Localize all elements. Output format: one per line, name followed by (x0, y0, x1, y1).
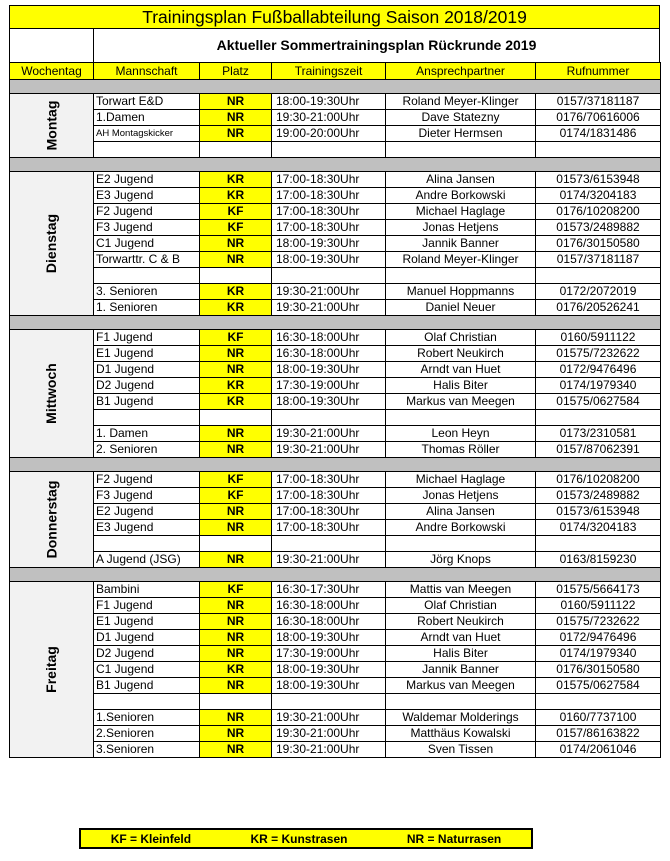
phone-cell: 0174/3204183 (536, 188, 661, 204)
table-row (10, 614, 661, 630)
header-team: Mannschaft (94, 63, 200, 80)
contact-cell: Alina Jansen (386, 504, 536, 520)
time-cell (272, 268, 386, 284)
time-cell: 16:30-18:00Uhr (272, 598, 386, 614)
contact-cell: Waldemar Molderings (386, 710, 536, 726)
phone-cell: 01573/2489882 (536, 488, 661, 504)
day-separator (10, 568, 661, 582)
team-cell: 2.Senioren (94, 726, 200, 742)
time-cell: 19:30-21:00Uhr (272, 710, 386, 726)
team-cell: 1.Senioren (94, 710, 200, 726)
header-contact: Ansprechpartner (386, 63, 536, 80)
table-row (10, 204, 661, 220)
table-row (10, 598, 661, 614)
contact-cell: Michael Haglage (386, 204, 536, 220)
contact-cell: Markus van Meegen (386, 394, 536, 410)
phone-cell (536, 536, 661, 552)
place-cell: KR (200, 300, 272, 316)
phone-cell: 0176/30150580 (536, 236, 661, 252)
time-cell (272, 142, 386, 158)
contact-cell: Roland Meyer-Klinger (386, 252, 536, 268)
table-row (10, 362, 661, 378)
place-cell: KF (200, 582, 272, 598)
phone-cell: 01575/0627584 (536, 678, 661, 694)
place-cell: NR (200, 678, 272, 694)
weekday-label: Donnerstag (42, 480, 59, 558)
place-cell: NR (200, 442, 272, 458)
table-row (10, 252, 661, 268)
contact-cell: Jörg Knops (386, 552, 536, 568)
place-cell: KR (200, 172, 272, 188)
day-separator (10, 458, 661, 472)
contact-cell: Dieter Hermsen (386, 126, 536, 142)
contact-cell: Daniel Neuer (386, 300, 536, 316)
phone-cell: 0174/2061046 (536, 742, 661, 758)
subtitle-spacer (10, 29, 93, 62)
time-cell: 17:00-18:30Uhr (272, 488, 386, 504)
place-cell: NR (200, 236, 272, 252)
contact-cell: Robert Neukirch (386, 614, 536, 630)
time-cell: 19:30-21:00Uhr (272, 284, 386, 300)
place-cell (200, 694, 272, 710)
contact-cell: Mattis van Meegen (386, 582, 536, 598)
weekday-cell (10, 94, 94, 158)
time-cell: 17:30-19:00Uhr (272, 378, 386, 394)
place-cell: NR (200, 552, 272, 568)
team-cell (94, 536, 200, 552)
place-cell: NR (200, 110, 272, 126)
phone-cell: 0160/7737100 (536, 710, 661, 726)
legend (79, 828, 533, 849)
table-row (10, 678, 661, 694)
table-row (10, 552, 661, 568)
contact-cell: Sven Tissen (386, 742, 536, 758)
place-cell: KR (200, 284, 272, 300)
time-cell: 19:30-21:00Uhr (272, 442, 386, 458)
time-cell: 17:00-18:30Uhr (272, 172, 386, 188)
header-row (10, 63, 661, 80)
contact-cell: Jonas Hetjens (386, 488, 536, 504)
header-day: Wochentag (10, 63, 94, 80)
schedule-body (10, 80, 661, 758)
time-cell: 17:00-18:30Uhr (272, 520, 386, 536)
contact-cell: Jannik Banner (386, 662, 536, 678)
training-plan (9, 5, 660, 758)
phone-cell: 0163/8159230 (536, 552, 661, 568)
table-row (10, 188, 661, 204)
place-cell: KR (200, 378, 272, 394)
team-cell: D2 Jugend (94, 646, 200, 662)
time-cell: 19:30-21:00Uhr (272, 426, 386, 442)
table-row (10, 426, 661, 442)
contact-cell: Halis Biter (386, 646, 536, 662)
place-cell: NR (200, 742, 272, 758)
table-row (10, 236, 661, 252)
team-cell: D1 Jugend (94, 362, 200, 378)
contact-cell: Jannik Banner (386, 236, 536, 252)
header-time: Trainingszeit (272, 63, 386, 80)
weekday-cell (10, 172, 94, 316)
contact-cell: Thomas Röller (386, 442, 536, 458)
phone-cell: 01575/7232622 (536, 614, 661, 630)
time-cell: 18:00-19:30Uhr (272, 236, 386, 252)
table-row (10, 488, 661, 504)
table-row (10, 330, 661, 346)
table-row (10, 284, 661, 300)
team-cell: 1. Senioren (94, 300, 200, 316)
table-row (10, 142, 661, 158)
weekday-label: Freitag (43, 645, 59, 693)
time-cell: 18:00-19:30Uhr (272, 678, 386, 694)
contact-cell: Michael Haglage (386, 472, 536, 488)
time-cell: 17:30-19:00Uhr (272, 646, 386, 662)
team-cell: D2 Jugend (94, 378, 200, 394)
team-cell: 2. Senioren (94, 442, 200, 458)
separator-cell (10, 158, 661, 172)
separator-cell (10, 458, 661, 472)
time-cell: 19:30-21:00Uhr (272, 726, 386, 742)
contact-cell (386, 142, 536, 158)
table-row (10, 630, 661, 646)
contact-cell: Olaf Christian (386, 598, 536, 614)
team-cell: E2 Jugend (94, 504, 200, 520)
place-cell: NR (200, 346, 272, 362)
team-cell: 3. Senioren (94, 284, 200, 300)
page-title: Trainingsplan Fußballabteilung Saison 2018/2019 (9, 5, 660, 28)
contact-cell: Andre Borkowski (386, 188, 536, 204)
time-cell: 16:30-18:00Uhr (272, 330, 386, 346)
team-cell: B1 Jugend (94, 678, 200, 694)
contact-cell: Dave Statezny (386, 110, 536, 126)
place-cell: KR (200, 188, 272, 204)
contact-cell (386, 536, 536, 552)
time-cell: 16:30-18:00Uhr (272, 346, 386, 362)
day-separator (10, 80, 661, 94)
phone-cell: 0176/20526241 (536, 300, 661, 316)
phone-cell: 01573/6153948 (536, 504, 661, 520)
contact-cell: Arndt van Huet (386, 630, 536, 646)
phone-cell (536, 142, 661, 158)
day-separator (10, 316, 661, 330)
team-cell: E1 Jugend (94, 346, 200, 362)
contact-cell (386, 694, 536, 710)
separator-cell (10, 568, 661, 582)
team-cell: 1. Damen (94, 426, 200, 442)
time-cell: 19:00-20:00Uhr (272, 126, 386, 142)
team-cell: B1 Jugend (94, 394, 200, 410)
team-cell: 3.Senioren (94, 742, 200, 758)
team-cell: D1 Jugend (94, 630, 200, 646)
time-cell: 18:00-19:30Uhr (272, 394, 386, 410)
place-cell: NR (200, 598, 272, 614)
weekday-label: Montag (42, 100, 59, 150)
team-cell: F1 Jugend (94, 330, 200, 346)
header-place: Platz (200, 63, 272, 80)
phone-cell: 0176/30150580 (536, 662, 661, 678)
table-row (10, 94, 661, 110)
schedule-table (9, 62, 661, 758)
table-row (10, 536, 661, 552)
contact-cell: Matthäus Kowalski (386, 726, 536, 742)
time-cell: 17:00-18:30Uhr (272, 204, 386, 220)
place-cell: NR (200, 94, 272, 110)
place-cell: NR (200, 646, 272, 662)
legend-kf: KF = Kleinfeld (110, 831, 192, 846)
place-cell: NR (200, 362, 272, 378)
place-cell: KR (200, 662, 272, 678)
table-row (10, 694, 661, 710)
team-cell: E2 Jugend (94, 172, 200, 188)
phone-cell: 01573/2489882 (536, 220, 661, 236)
place-cell: NR (200, 426, 272, 442)
phone-cell: 0174/1831486 (536, 126, 661, 142)
phone-cell: 01575/7232622 (536, 346, 661, 362)
time-cell: 16:30-17:30Uhr (272, 582, 386, 598)
separator-cell (10, 80, 661, 94)
weekday-cell (10, 472, 94, 568)
phone-cell (536, 694, 661, 710)
time-cell: 17:00-18:30Uhr (272, 504, 386, 520)
phone-cell: 0174/1979340 (536, 646, 661, 662)
team-cell: F2 Jugend (94, 472, 200, 488)
table-row (10, 378, 661, 394)
contact-cell: Markus van Meegen (386, 678, 536, 694)
separator-cell (10, 316, 661, 330)
phone-cell: 0176/10208200 (536, 204, 661, 220)
contact-cell: Roland Meyer-Klinger (386, 94, 536, 110)
team-cell (94, 142, 200, 158)
time-cell: 18:00-19:30Uhr (272, 252, 386, 268)
phone-cell: 0157/37181187 (536, 94, 661, 110)
header-phone: Rufnummer (536, 63, 661, 80)
place-cell: KF (200, 330, 272, 346)
team-cell (94, 694, 200, 710)
table-row (10, 346, 661, 362)
phone-cell: 0172/9476496 (536, 630, 661, 646)
time-cell: 18:00-19:30Uhr (272, 662, 386, 678)
phone-cell: 0160/5911122 (536, 330, 661, 346)
place-cell (200, 410, 272, 426)
team-cell: F2 Jugend (94, 204, 200, 220)
phone-cell: 0174/3204183 (536, 520, 661, 536)
legend-kr: KR = Kunstrasen (250, 831, 348, 846)
team-cell (94, 268, 200, 284)
time-cell: 19:30-21:00Uhr (272, 552, 386, 568)
contact-cell: Andre Borkowski (386, 520, 536, 536)
day-separator (10, 158, 661, 172)
subtitle-row (9, 28, 660, 62)
place-cell: KF (200, 488, 272, 504)
weekday-label: Dienstag (43, 213, 59, 273)
place-cell: NR (200, 630, 272, 646)
team-cell: E3 Jugend (94, 188, 200, 204)
table-row (10, 110, 661, 126)
contact-cell: Olaf Christian (386, 330, 536, 346)
time-cell (272, 410, 386, 426)
page-subtitle: Aktueller Sommertrainingsplan Rückrunde 2019 (93, 29, 659, 62)
phone-cell: 0176/70616006 (536, 110, 661, 126)
phone-cell: 0160/5911122 (536, 598, 661, 614)
time-cell: 16:30-18:00Uhr (272, 614, 386, 630)
phone-cell (536, 268, 661, 284)
time-cell (272, 536, 386, 552)
contact-cell: Manuel Hoppmanns (386, 284, 536, 300)
place-cell: NR (200, 710, 272, 726)
team-cell: F3 Jugend (94, 220, 200, 236)
phone-cell: 0157/86163822 (536, 726, 661, 742)
phone-cell: 01575/0627584 (536, 394, 661, 410)
contact-cell: Leon Heyn (386, 426, 536, 442)
phone-cell: 0157/87062391 (536, 442, 661, 458)
phone-cell (536, 410, 661, 426)
contact-cell: Halis Biter (386, 378, 536, 394)
contact-cell: Alina Jansen (386, 172, 536, 188)
place-cell: KF (200, 220, 272, 236)
place-cell: NR (200, 504, 272, 520)
time-cell: 17:00-18:30Uhr (272, 472, 386, 488)
team-cell: Torwart E&D (94, 94, 200, 110)
place-cell: NR (200, 126, 272, 142)
contact-cell (386, 410, 536, 426)
place-cell: KR (200, 394, 272, 410)
time-cell: 18:00-19:30Uhr (272, 362, 386, 378)
table-row (10, 268, 661, 284)
table-row (10, 394, 661, 410)
team-cell: E3 Jugend (94, 520, 200, 536)
time-cell: 19:30-21:00Uhr (272, 742, 386, 758)
table-row (10, 520, 661, 536)
time-cell: 17:00-18:30Uhr (272, 220, 386, 236)
table-row (10, 410, 661, 426)
time-cell: 18:00-19:30Uhr (272, 94, 386, 110)
table-row (10, 742, 661, 758)
place-cell: NR (200, 520, 272, 536)
time-cell: 17:00-18:30Uhr (272, 188, 386, 204)
table-row (10, 172, 661, 188)
team-cell: E1 Jugend (94, 614, 200, 630)
table-row (10, 646, 661, 662)
place-cell: KF (200, 204, 272, 220)
phone-cell: 0176/10208200 (536, 472, 661, 488)
place-cell (200, 536, 272, 552)
table-row (10, 662, 661, 678)
phone-cell: 0172/2072019 (536, 284, 661, 300)
team-cell: F3 Jugend (94, 488, 200, 504)
time-cell: 18:00-19:30Uhr (272, 630, 386, 646)
weekday-cell (10, 582, 94, 758)
contact-cell (386, 268, 536, 284)
team-cell (94, 410, 200, 426)
table-row (10, 504, 661, 520)
table-row (10, 726, 661, 742)
place-cell: NR (200, 726, 272, 742)
place-cell: NR (200, 614, 272, 630)
time-cell: 19:30-21:00Uhr (272, 110, 386, 126)
phone-cell: 0157/37181187 (536, 252, 661, 268)
team-cell: Torwarttr. C & B (94, 252, 200, 268)
weekday-label: Mittwoch (43, 362, 59, 424)
table-row (10, 220, 661, 236)
phone-cell: 01573/6153948 (536, 172, 661, 188)
team-cell: Bambini (94, 582, 200, 598)
place-cell: KF (200, 472, 272, 488)
phone-cell: 0172/9476496 (536, 362, 661, 378)
team-cell: C1 Jugend (94, 662, 200, 678)
table-row (10, 442, 661, 458)
table-row (10, 126, 661, 142)
table-row (10, 472, 661, 488)
table-row (10, 300, 661, 316)
contact-cell: Arndt van Huet (386, 362, 536, 378)
team-cell: 1.Damen (94, 110, 200, 126)
weekday-cell (10, 330, 94, 458)
place-cell: NR (200, 252, 272, 268)
time-cell: 19:30-21:00Uhr (272, 300, 386, 316)
place-cell (200, 142, 272, 158)
place-cell (200, 268, 272, 284)
phone-cell: 01575/5664173 (536, 582, 661, 598)
phone-cell: 0173/2310581 (536, 426, 661, 442)
team-cell: AH Montagskicker (94, 126, 200, 142)
contact-cell: Jonas Hetjens (386, 220, 536, 236)
team-cell: C1 Jugend (94, 236, 200, 252)
contact-cell: Robert Neukirch (386, 346, 536, 362)
time-cell (272, 694, 386, 710)
phone-cell: 0174/1979340 (536, 378, 661, 394)
table-row (10, 582, 661, 598)
team-cell: F1 Jugend (94, 598, 200, 614)
team-cell: A Jugend (JSG) (94, 552, 200, 568)
legend-nr: NR = Naturrasen (406, 831, 502, 846)
table-row (10, 710, 661, 726)
